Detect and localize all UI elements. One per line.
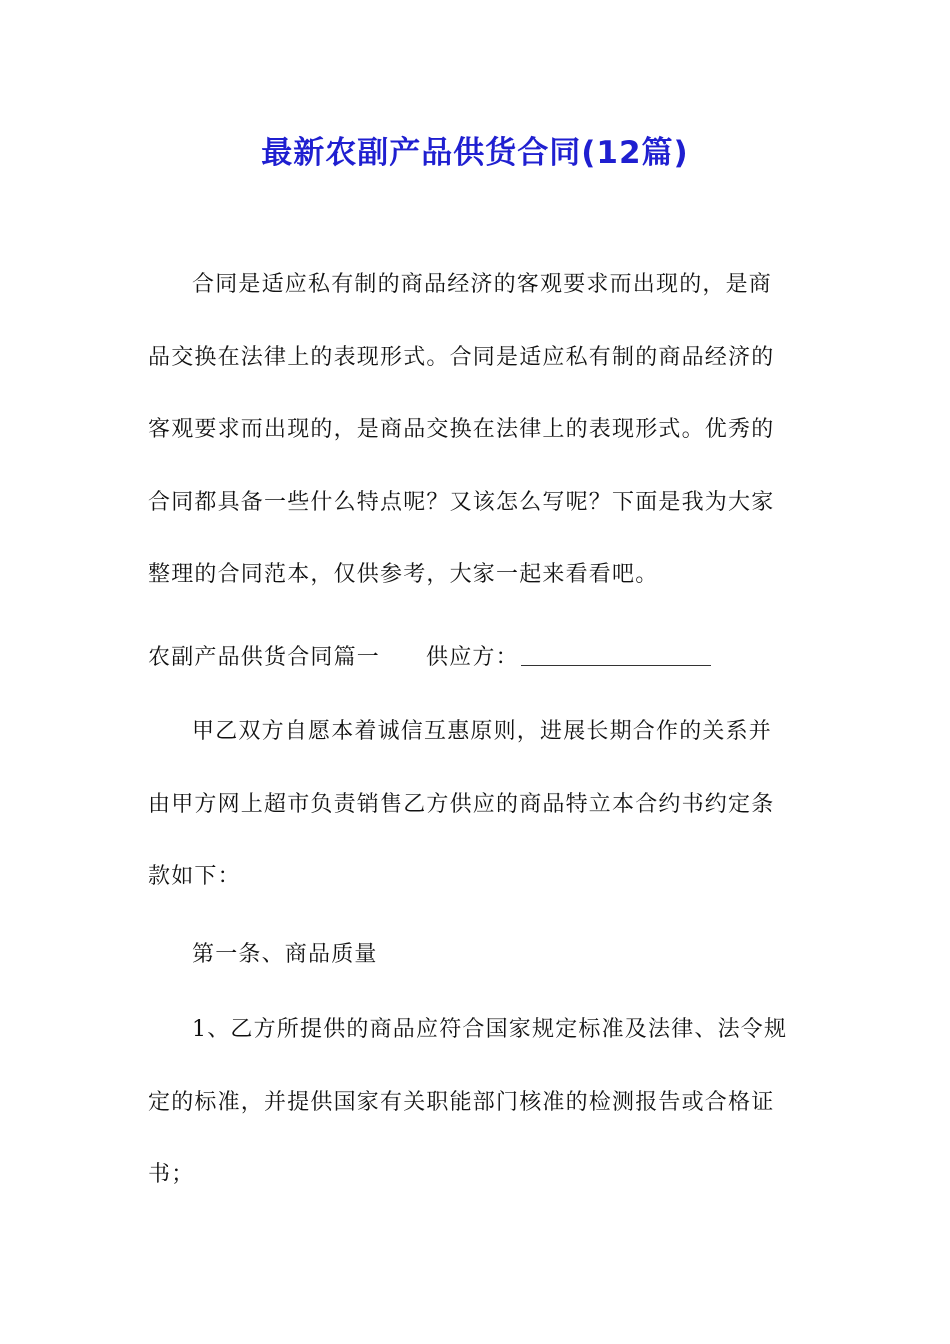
intro-line: 品交换在法律上的表现形式。合同是适应私有制的商品经济的 — [148, 344, 775, 370]
clause-one-paragraph — [148, 994, 804, 1212]
article-one-title: 第一条、商品质量 — [192, 942, 378, 967]
section-heading: 农副产品供货合同篇一 — [148, 645, 381, 670]
clause-line: 定的标准，并提供国家有关职能部门核准的检测报告或合格证 — [148, 1089, 775, 1115]
intro-paragraph — [148, 249, 804, 612]
intro-line: 客观要求而出现的，是商品交换在法律上的表现形式。优秀的 — [148, 417, 775, 442]
agreement-paragraph — [148, 696, 804, 914]
document-title: 最新农副产品供货合同(12篇) — [261, 135, 689, 171]
section-header-row — [148, 622, 804, 695]
supplier-blank-field[interactable] — [521, 645, 711, 666]
intro-line: 合同是适应私有制的商品经济的客观要求而出现的，是商 — [192, 272, 773, 297]
agreement-line: 甲乙双方自愿本着诚信互惠原则，进展长期合作的关系并 — [192, 719, 773, 744]
article-one — [148, 919, 804, 992]
intro-line: 整理的合同范本，仅供参考，大家一起来看看吧。 — [148, 562, 659, 587]
agreement-line: 款如下： — [148, 864, 241, 889]
intro-line: 合同都具备一些什么特点呢？又该怎么写呢？下面是我为大家 — [148, 489, 775, 515]
supplier-label: 供应方： — [426, 645, 519, 670]
agreement-line: 由甲方网上超市负责销售乙方供应的商品特立本合约书约定条 — [148, 791, 775, 817]
clause-line: 1、乙方所提供的商品应符合国家规定标准及法律、法令规 — [192, 1017, 788, 1042]
clause-line: 书； — [148, 1162, 195, 1187]
